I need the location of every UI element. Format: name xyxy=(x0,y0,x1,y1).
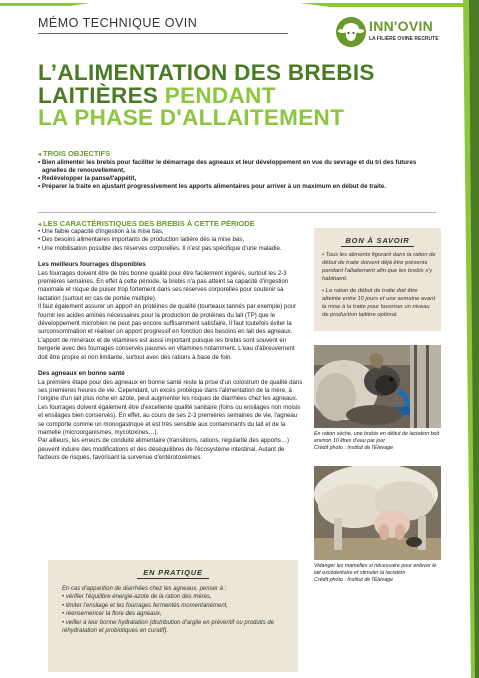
in-practice-item: • veiller à leur bonne hydratation (distribution d'argile en préventif ou produits de réhydratation et probiotiques en curatif). xyxy=(62,619,275,635)
in-practice-item: • limiter l'ensilage et les fourrages fermentés momentanément, xyxy=(62,602,228,609)
forage-heading: Les meilleurs fourrages disponibles xyxy=(38,261,146,269)
objectives-section xyxy=(38,149,436,191)
section-divider xyxy=(38,212,436,213)
good-to-know-item: • Tous les aliments figurant dans la ration de début de traite doivent déjà être présents pendant l'allaitement afin que les brebis s'y habituent. xyxy=(322,252,436,282)
in-practice-item: • vérifier l'équilibre énergie-azote de la ration des mères, xyxy=(62,594,212,601)
objective-item: • Bien alimenter les brebis pour faciliter le démarrage des agneaux et leur développement en vue du sevrage et du tri des futures agnelles de renouvellement, xyxy=(38,159,417,174)
title-line-1: L’ALIMENTATION DES BREBIS xyxy=(38,60,375,85)
good-to-know-item: • La ration de début de traite doit être atteinte entre 10 jours et une semaine avant la mise à la traite pour favoriser un niveau de production laitière optimal. xyxy=(322,288,436,318)
photo-2-caption: Vidanger les mamelles si nécessaire pour enlever le lait excédentaire et stimuler la lactation Crédit photo : Institut de l'Élevage xyxy=(314,563,437,583)
characteristics-heading: ◂ LES CARACTÉRISTIQUES DES BREBIS À CETTE PÉRIODE xyxy=(38,219,255,228)
in-practice-title: EN PRATIQUE xyxy=(48,568,298,577)
photo-1-caption: En ration sèche, une brebis en début de lactation boit environ 10 litres d'eau par jour Crédit photo : Institut de l'Élevage xyxy=(314,431,440,451)
triangle-bullet-icon: ◂ xyxy=(38,152,42,158)
sheep-head-icon xyxy=(336,17,366,47)
health-paragraph-1: La première étape pour des agneaux en bonne santé reste la prise d'un colostrum de qualité dans ses premières heures de vie. Cependant, un excès protéique dans l'alimentation de la mère, à l'origine d'un lait plus riche en azote, peut augmenter les risques de diarrhées chez les agneaux. Les fourrages doivent également être d'excellente qualité sanitaire (foins ou ensilages non moisis et ensilages bien conservés). En effet, au cours de ses 2-3 premières semaines de vie, l'agneau se comporte comme un monogastrique et est très sensible aux contaminants du lait et de la mamelle (microorganismes, mycotoxines…). xyxy=(38,378,303,436)
memo-label: MÉMO TECHNIQUE OVIN xyxy=(38,16,198,30)
in-practice-item: • réensemencer la flore des agneaux, xyxy=(62,611,162,618)
objectives-heading: ◂ TROIS OBJECTIFS xyxy=(38,149,111,158)
in-practice-intro: En cas d'apparition de diarrhées chez les agneaux, penser à : xyxy=(62,586,227,592)
title-line-3: LA PHASE D'ALLAITEMENT xyxy=(38,105,345,130)
in-practice-body xyxy=(62,585,288,635)
logo-tagline: LA FILIÈRE OVINE RECRUTE xyxy=(369,36,439,42)
objective-item: • Préparer la traite en ajustant progressivement les apports alimentaires pour arriver à un maximum en début de traite. xyxy=(38,183,387,190)
good-to-know-box xyxy=(314,228,441,331)
memo-underline xyxy=(38,33,288,34)
title-line-2-dark: LAITIÈRES xyxy=(38,82,165,108)
in-practice-box xyxy=(48,560,298,672)
health-heading: Des agneaux en bonne santé xyxy=(38,370,125,378)
ewe-drinking-photo xyxy=(314,345,441,428)
title-line-2 xyxy=(38,82,438,108)
characteristic-item: • Une mobilisation possible des réserves corporelles. Il n'est pas spécifique d'une maladie. xyxy=(38,244,282,252)
page-title xyxy=(38,62,438,130)
good-to-know-body xyxy=(322,251,436,323)
triangle-bullet-icon: ◂ xyxy=(38,222,42,228)
characteristic-item: • Des besoins alimentaires importants de production laitière dès la mise bas, xyxy=(38,236,245,244)
right-decorative-stripe xyxy=(457,0,479,678)
forage-paragraph-3: L'apport de minéraux et de vitamines est aussi important puisque les brebis sont souvent en bergerie avec des fourrages conservés pauvres en vitamines notamment. L'eau d'abreuvement doit être propre et non limitante, surtout avec des rations à base de foin. xyxy=(38,336,295,361)
innovin-logo xyxy=(336,17,441,47)
objective-item: • Redévelopper la panse/l'appétit, xyxy=(38,175,137,182)
health-paragraph-2: Par ailleurs, les erreurs de conduite alimentaire (transitions, rations, régularité des apports…) peuvent induire des modifications et des déséquilibres de l'écosystème intestinal. Autant de facteurs de risques, favorisant la survenue d'entérotoxémies. xyxy=(38,437,289,462)
title-line-2-light: PENDANT xyxy=(164,82,276,108)
logo-name: INN'OVIN xyxy=(369,18,434,34)
forage-paragraph-1: Les fourrages doivent être de très bonne qualité pour être facilement ingérés, surtout les 2-3 premières semaines. En effet à cette période, la brebis n'a pas atteint sa capacité d'ingestion maximale et risque de puiser trop fortement dans ses réserves corporelles pour soutenir sa lactation (surtout en cas de portée multiple). xyxy=(38,269,289,302)
ewe-udder-photo xyxy=(314,466,441,560)
forage-paragraph-2: Il faut également assurer un apport en protéines de qualité (tourteaux tannés par exemple) pour fournir les acides aminés nécessaires pour la production de protéines du lait (TP) que le développement microbien ne peut pas encore suffisamment satisfaire. Il faut toutefois éviter la surconsommation et réaliser un apport progressif en fonction des besoins en lait des agneaux. xyxy=(38,303,297,336)
good-to-know-title: BON À SAVOIR xyxy=(314,236,441,245)
characteristic-item: • Une faible capacité d'ingestion à la mise bas, xyxy=(38,228,164,235)
top-accent-bar xyxy=(0,0,479,10)
main-column xyxy=(38,219,305,463)
